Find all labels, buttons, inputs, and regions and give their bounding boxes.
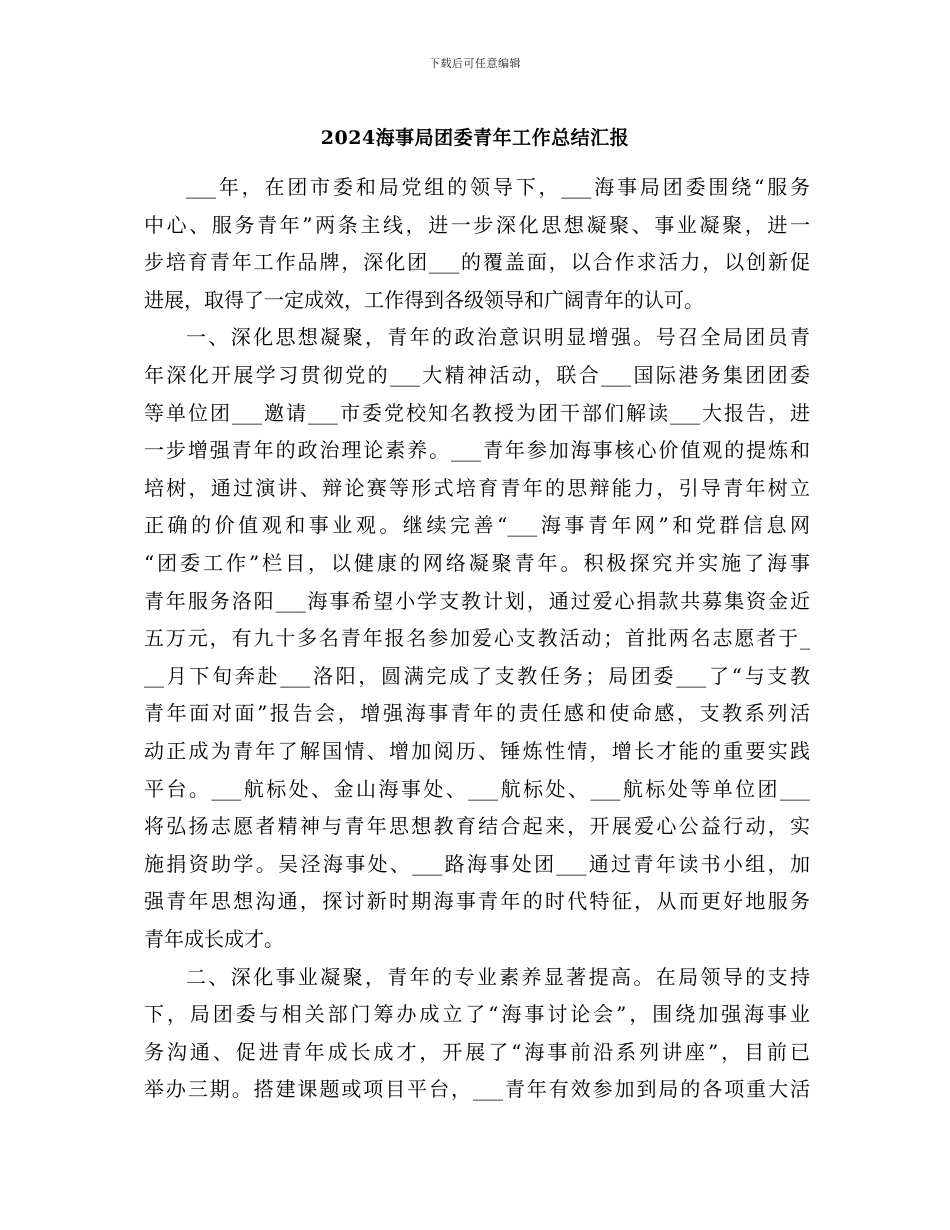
text-line: 动正成为青年了解国情、增加阅历、锤炼性情，增长才能的重要实践 bbox=[144, 739, 810, 763]
text-line: 进展，取得了一定成效，工作得到各级领导和广阔青年的认可。 bbox=[144, 287, 704, 312]
text-line: 青年成长成才。 bbox=[144, 927, 284, 951]
text-line: 平台。___航标处、金山海事处、___航标处、___航标处等单位团___ bbox=[144, 776, 810, 801]
text-line: 正确的价值观和事业观。继续完善“___海事青年网”和党群信息网 bbox=[144, 513, 810, 538]
text-line: 五万元，有九十多名青年报名参加爱心支教活动；首批两名志愿者于_ bbox=[144, 626, 810, 651]
header-note: 下载后可任意编辑 bbox=[429, 57, 521, 70]
text-line: 一、深化思想凝聚，青年的政治意识明显增强。号召全局团员青 bbox=[186, 325, 810, 350]
text-line: 中心、服务青年”两条主线，进一步深化思想凝聚、事业凝聚，进一 bbox=[144, 212, 810, 237]
text-line: __月下旬奔赴___洛阳，圆满完成了支教任务；局团委___了“与支教 bbox=[144, 663, 810, 688]
text-line: “团委工作”栏目，以健康的网络凝聚青年。积极探究并实施了海事 bbox=[144, 551, 810, 575]
text-line: 培树，通过演讲、辩论赛等形式培育青年的思辩能力，引导青年树立 bbox=[144, 475, 810, 500]
text-line: 将弘扬志愿者精神与青年思想教育结合起来，开展爱心公益行动，实 bbox=[144, 814, 810, 839]
text-line: 强青年思想沟通，探讨新时期海事青年的时代特征，从而更好地服务 bbox=[144, 889, 810, 914]
text-line: 下，局团委与相关部门筹办成立了“海事讨论会”，围绕加强海事业 bbox=[144, 1002, 810, 1027]
text-line: 青年服务洛阳___海事希望小学支教计划，通过爱心捐款共募集资金近 bbox=[144, 588, 810, 613]
text-line: 施捐资助学。吴泾海事处、___路海事处团___通过青年读书小组，加 bbox=[144, 851, 810, 876]
text-line: 二、深化事业凝聚，青年的专业素养显著提高。在局领导的支持 bbox=[186, 964, 810, 989]
text-line: 年深化开展学习贯彻党的___大精神活动，联合___国际港务集团团委 bbox=[144, 363, 810, 387]
text-line: 等单位团___邀请___市委党校知名教授为团干部们解读___大报告，进 bbox=[144, 400, 810, 425]
text-line: 举办三期。搭建课题或项目平台，___青年有效参加到局的各项重大活 bbox=[144, 1077, 810, 1102]
text-line: ___年，在团市委和局党组的领导下，___海事局团委围绕“服务 bbox=[186, 175, 810, 199]
text-line: 青年面对面”报告会，增强海事青年的责任感和使命感，支教系列活 bbox=[144, 701, 810, 726]
text-line: 一步增强青年的政治理论素养。___青年参加海事核心价值观的提炼和 bbox=[144, 438, 810, 463]
document-title: 2024海事局团委青年工作总结汇报 bbox=[320, 127, 630, 149]
text-line: 步培育青年工作品牌，深化团___的覆盖面，以合作求活力，以创新促 bbox=[144, 250, 810, 275]
text-line: 务沟通、促进青年成长成才，开展了“海事前沿系列讲座”，目前已 bbox=[144, 1039, 810, 1064]
